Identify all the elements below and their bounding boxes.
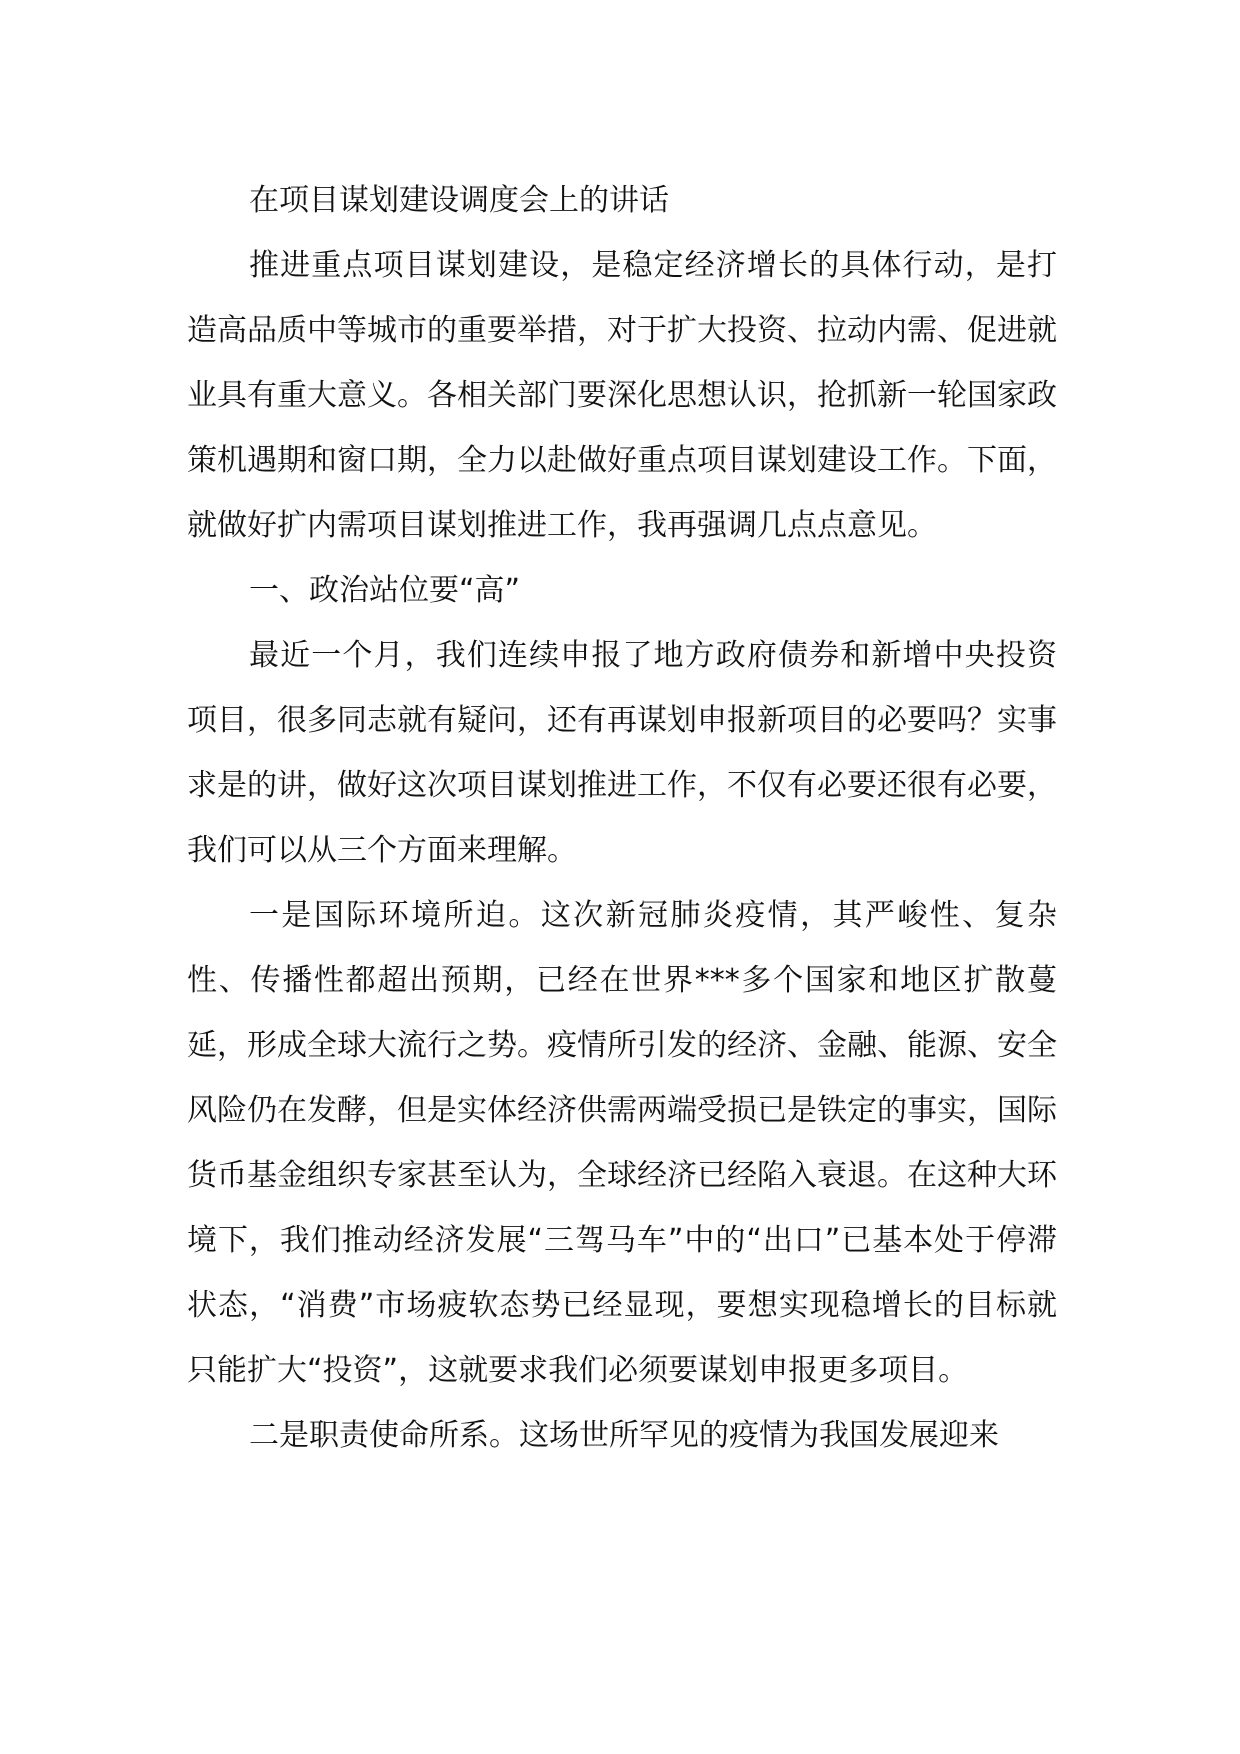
paragraph-intro: 推进重点项目谋划建设，是稳定经济增长的具体行动，是打造高品质中等城市的重要举措，对于扩大投资、拉动内需、促进就业具有重大意义。各相关部门要深化思想认识，抢抓新一轮国家政策机遇期和窗口期，全力以赴做好重点项目谋划建设工作。下面，就做好扩内需项目谋划推进工作，我再强调几点点意见。 bbox=[187, 248, 1057, 543]
paragraph-recent-month: 最近一个月，我们连续申报了地方政府债券和新增中央投资项目，很多同志就有疑问，还有再谋划申报新项目的必要吗？实事求是的讲，做好这次项目谋划推进工作，不仅有必要还很有必要，我们可以从三个方面来理解。 bbox=[187, 638, 1057, 868]
document-body bbox=[187, 168, 1057, 1468]
document-title: 在项目谋划建设调度会上的讲话 bbox=[249, 183, 669, 218]
paragraph-point-2: 二是职责使命所系。这场世所罕见的疫情为我国发展迎来 bbox=[249, 1418, 999, 1453]
paragraph-point-1: 一是国际环境所迫。这次新冠肺炎疫情，其严峻性、复杂性、传播性都超出预期，已经在世界***多个国家和地区扩散蔓延，形成全球大流行之势。疫情所引发的经济、金融、能源、安全风险仍在发酵，但是实体经济供需两端受损已是铁定的事实，国际货币基金组织专家甚至认为，全球经济已经陷入衰退。在这种大环境下，我们推动经济发展“三驾马车”中的“出口”已基本处于停滞状态，“消费”市场疲软态势已经显现，要想实现稳增长的目标就只能扩大“投资”，这就要求我们必须要谋划申报更多项目。 bbox=[187, 898, 1057, 1388]
section-heading-1: 一、政治站位要“高” bbox=[249, 573, 521, 608]
